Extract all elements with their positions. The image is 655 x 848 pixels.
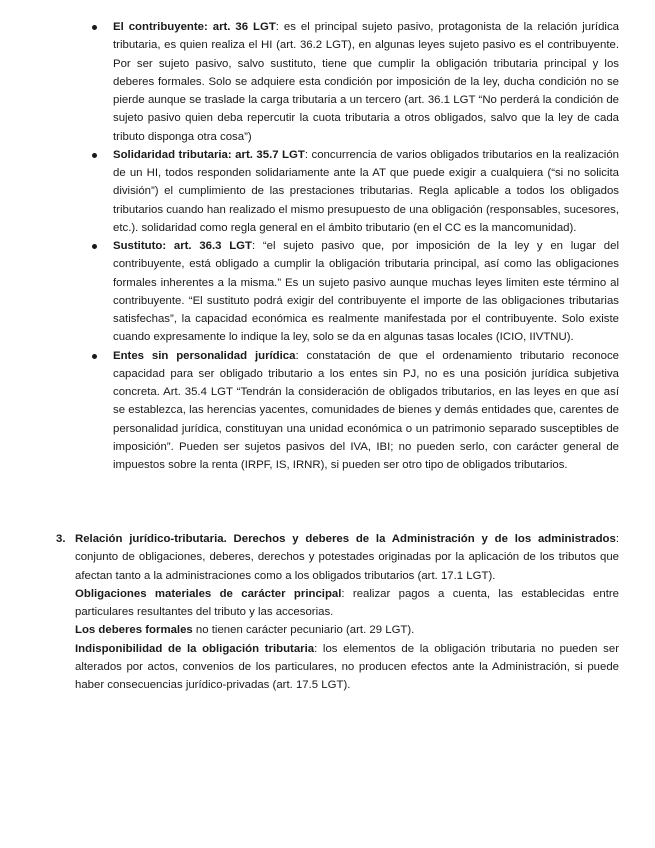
section-3 — [56, 530, 619, 694]
bullet-text: : constatación de que el ordenamiento tributario reconoce capacidad para ser obligado tributario a los entes sin PJ, no es una posición jurídica subjetiva concreta. Art. 35.4 LGT “Tendrán la consideración de obligados tributarios, en las leyes en que así se establezca, las herencias yacentes, comunidades de bienes y demás entidades que, carentes de personalidad jurídica, constituyan una unidad económica o un patrimonio separado susceptibles de imposición”. Pueden ser sujetos pasivos del IVA, IBI; no pueden serlo, con carácter general de impuestos sobre la renta (IRPF, IS, IRNR), si pueden ser otro tipo de obligados tributarios. — [113, 349, 619, 471]
section-intro-text: : conjunto de obligaciones, deberes, derechos y potestades originadas por la aplicación de los tributos que afectan tanto a la administraciones como a los obligados tributarios (art. 17.1 LGT). — [75, 533, 619, 582]
bullet-text: : es el principal sujeto pasivo, protagonista de la relación jurídica tributaria, es quien realiza el HI (art. 36.2 LGT), en algunas leyes sujeto pasivo es el contribuyente. Por ser sujeto pasivo, salvo sustituto, tiene que cumplir la obligación tributaria principal y los deberes formales. Solo se adquiere esta condición por imposición de la ley, ducha condición no se pierde aunque se traslade la carga tributaria a un tercero (art. 36.1 LGT “No perderá la condición de sujeto pasivo quien deba repercutir la cuota tributaria a otros obligados, salvo que la ley de cada tributo disponga otra cosa”) — [113, 21, 619, 143]
section-body — [75, 530, 619, 694]
bullet-dot-icon — [92, 354, 97, 359]
bullet-term: Sustituto: art. 36.3 LGT — [113, 240, 252, 252]
section-paragraph — [75, 640, 619, 695]
section-title: Relación jurídico-tributaria. Derechos y deberes de la Administración y de los administrados — [75, 533, 616, 545]
bullet-text: : “el sujeto pasivo que, por imposición de la ley y en lugar del contribuyente, está obligado a cumplir la obligación tributaria principal, así como las obligaciones formales inherentes a la misma.” Es un sujeto pasivo aunque muchas leyes limiten este término al contribuyente. “El sustituto podrá exigir del contribuyente el importe de las obligaciones tributarias satisfechas”, la capacidad económica es realmente manifestada por el contribuyente. Solo existe cuando expresamente lo indique la ley, solo se da en algunas tasas locales (ICIO, IIVTNU). — [113, 240, 619, 344]
section-paragraph — [75, 585, 619, 622]
section-number: 3. — [56, 533, 66, 545]
paragraph-text: : realizar pagos a cuenta, las establecidas entre particulares resultantes del tributo y las accesorias. — [75, 587, 619, 618]
paragraph-term: Los deberes formales — [75, 624, 193, 637]
bullet-item-contribuyente — [92, 18, 619, 146]
bullet-item-sustituto — [92, 237, 619, 347]
bullet-item-entes — [92, 347, 619, 475]
paragraph-text: no tienen carácter pecuniario (art. 29 LGT). — [192, 624, 415, 637]
bullet-term: El contribuyente: art. 36 LGT — [113, 21, 276, 33]
bullet-dot-icon — [92, 25, 97, 30]
section-intro — [75, 530, 619, 585]
paragraph-term: Indisponibilidad de la obligación tributaria — [75, 642, 315, 655]
bullet-item-solidaridad — [92, 146, 619, 237]
section-paragraph — [75, 621, 619, 639]
bullet-text: : concurrencia de varios obligados tributarios en la realización de un HI, todos responden solidariamente ante la AT que puede exigir a cualquiera (“si no solicita división”) el cumplimiento de las prestaciones tributarias. Regla aplicable a todos los obligados tributarios cuando han realizado el mismo presupuesto de una obligación (responsables, sucesores, etc.). solidaridad como regla general en el ámbito tributario (en el CC es la mancomunidad). — [113, 148, 620, 234]
bullet-term: Entes sin personalidad jurídica — [113, 349, 296, 362]
bullet-dot-icon — [92, 153, 97, 158]
paragraph-text: : los elementos de la obligación tributaria no pueden ser alterados por actos, convenios de los particulares, no producen efectos ante la Administración, si puede haber consecuencias jurídico-privadas (art. 17.5 LGT). — [75, 642, 619, 691]
bullet-list — [92, 18, 619, 474]
bullet-term: Solidaridad tributaria: art. 35.7 LGT — [113, 148, 305, 161]
bullet-dot-icon — [92, 244, 97, 249]
paragraph-term: Obligaciones materiales de carácter principal — [75, 587, 342, 600]
